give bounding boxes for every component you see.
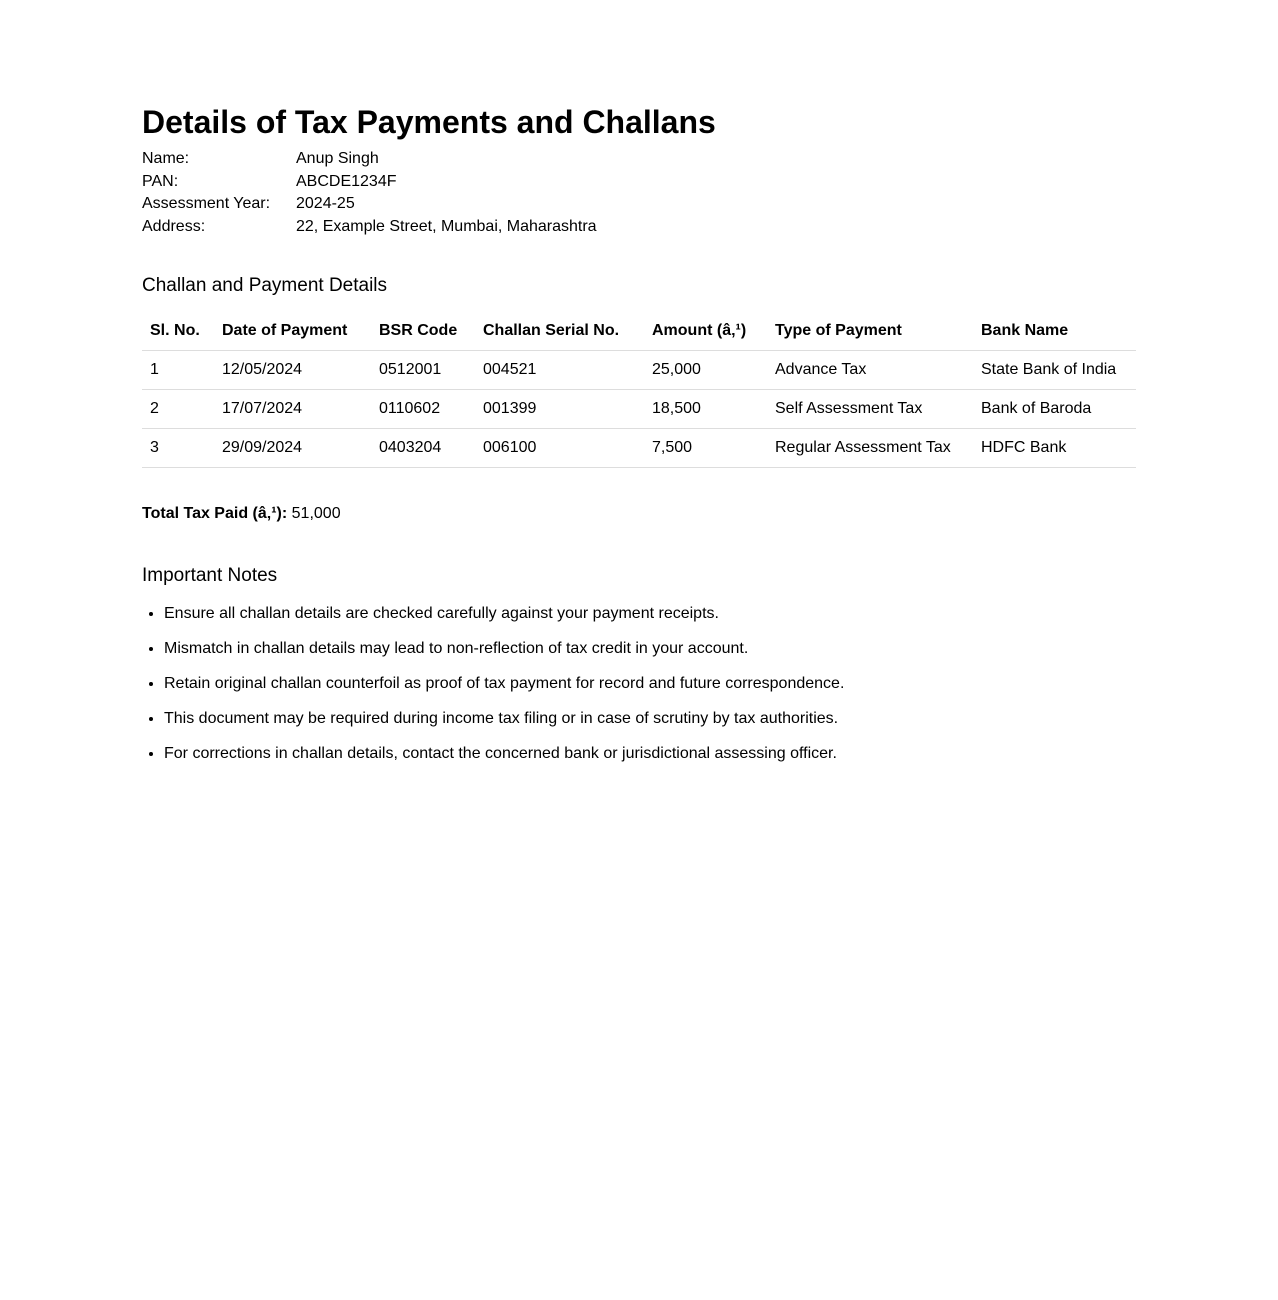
taxpayer-info — [142, 148, 1136, 238]
cell-challan-serial: 006100 — [475, 429, 644, 468]
cell-date: 29/09/2024 — [214, 429, 371, 468]
cell-sl-no: 3 — [142, 429, 214, 468]
list-item: • Retain original challan counterfoil as proof of tax payment for record and future correspondence. — [164, 674, 1136, 693]
column-header-date: Date of Payment — [214, 312, 371, 351]
table-row — [142, 351, 1136, 390]
pan-label: PAN: — [142, 172, 179, 190]
column-header-sl-no: Sl. No. — [142, 312, 214, 351]
address-label: Address: — [142, 217, 206, 235]
cell-sl-no: 2 — [142, 390, 214, 429]
column-header-payment-type: Type of Payment — [767, 312, 973, 351]
cell-bank-name: State Bank of India — [973, 351, 1136, 390]
assessment-year-value: 2024-25 — [296, 195, 355, 212]
list-item: • For corrections in challan details, contact the concerned bank or jurisdictional assessing officer. — [164, 744, 1136, 763]
cell-bsr-code: 0110602 — [371, 390, 475, 429]
cell-payment-type: Self Assessment Tax — [767, 390, 973, 429]
notes-section-heading: Important Notes — [142, 565, 278, 586]
column-header-bank-name: Bank Name — [973, 312, 1136, 351]
document-page — [142, 100, 1136, 779]
total-tax-paid — [142, 503, 1136, 525]
info-row-assessment-year — [142, 193, 1136, 216]
cell-challan-serial: 004521 — [475, 351, 644, 390]
cell-payment-type: Regular Assessment Tax — [767, 429, 973, 468]
info-row-pan — [142, 171, 1136, 194]
pan-value: ABCDE1234F — [296, 172, 397, 190]
cell-bank-name: HDFC Bank — [973, 429, 1136, 468]
cell-amount: 25,000 — [644, 351, 767, 390]
address-value: 22, Example Street, Mumbai, Maharashtra — [296, 217, 597, 235]
column-header-amount: Amount (â‚¹) — [644, 312, 767, 351]
cell-bsr-code: 0403204 — [371, 429, 475, 468]
table-row — [142, 429, 1136, 468]
info-row-name — [142, 148, 1136, 171]
table-row — [142, 390, 1136, 429]
info-row-address — [142, 216, 1136, 239]
cell-sl-no: 1 — [142, 351, 214, 390]
name-value: Anup Singh — [296, 150, 379, 167]
total-label: Total Tax Paid (â‚¹): — [142, 505, 288, 522]
cell-amount: 7,500 — [644, 429, 767, 468]
cell-bsr-code: 0512001 — [371, 351, 475, 390]
list-item: • Mismatch in challan details may lead to non-reflection of tax credit in your account. — [164, 639, 1136, 658]
column-header-bsr-code: BSR Code — [371, 312, 475, 351]
list-item: • This document may be required during income tax filing or in case of scrutiny by tax authorities. — [164, 709, 1136, 728]
table-header-row — [142, 312, 1136, 351]
cell-amount: 18,500 — [644, 390, 767, 429]
cell-payment-type: Advance Tax — [767, 351, 973, 390]
notes-list — [142, 604, 1136, 763]
cell-challan-serial: 001399 — [475, 390, 644, 429]
challan-section-heading: Challan and Payment Details — [142, 275, 388, 296]
assessment-year-label: Assessment Year: — [142, 195, 271, 212]
challan-table — [142, 312, 1136, 468]
name-label: Name: — [142, 150, 190, 167]
list-item: • Ensure all challan details are checked carefully against your payment receipts. — [164, 604, 1136, 623]
total-value: 51,000 — [291, 505, 341, 522]
column-header-challan-serial: Challan Serial No. — [475, 312, 644, 351]
cell-date: 17/07/2024 — [214, 390, 371, 429]
page-title: Details of Tax Payments and Challans — [142, 104, 716, 140]
cell-date: 12/05/2024 — [214, 351, 371, 390]
cell-bank-name: Bank of Baroda — [973, 390, 1136, 429]
